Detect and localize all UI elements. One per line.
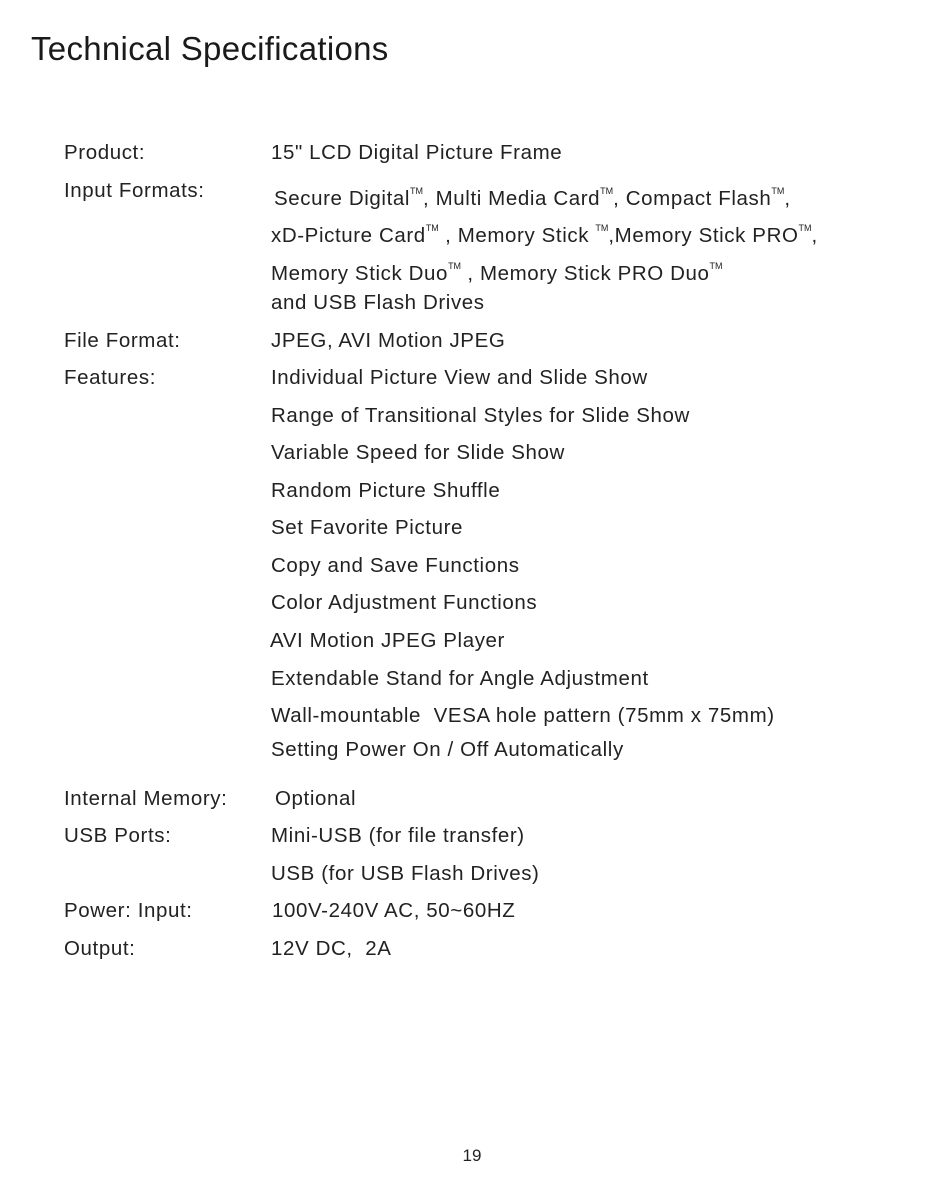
trademark-mark: TM [410,186,424,196]
trademark-mark: TM [425,223,439,233]
feature-item: Variable Speed for Slide Show [271,441,565,464]
spec-value-internal-memory: Optional [275,787,357,810]
feature-item: Random Picture Shuffle [271,479,501,502]
trademark-mark: TM [448,261,462,271]
feature-item: Color Adjustment Functions [271,591,538,614]
feature-item: AVI Motion JPEG Player [270,629,505,652]
feature-item: Individual Picture View and Slide Show [271,366,648,389]
spec-label-input-formats: Input Formats: [64,179,205,202]
page-number: 19 [462,1146,482,1165]
feature-item: Wall-mountable VESA hole pattern (75mm x 75mm) [271,704,775,727]
feature-item: Set Favorite Picture [271,516,464,539]
trademark-mark: TM [600,186,614,196]
trademark-mark: TM [595,223,609,233]
spec-value-product: 15" LCD Digital Picture Frame [271,141,563,164]
feature-item: Copy and Save Functions [271,554,520,577]
spec-label-file-format: File Format: [64,329,181,352]
page-title: Technical Specifications [31,30,389,67]
spec-value-power-input: 100V-240V AC, 50~60HZ [272,899,516,922]
spec-value-file-format: JPEG, AVI Motion JPEG [271,329,506,352]
spec-label-usb-ports: USB Ports: [64,824,172,847]
spec-label-internal-memory: Internal Memory: [64,787,228,810]
spec-value-input-formats-line-2: xD-Picture Card™ , Memory Stick ™,Memory Stick PRO™, [271,223,818,247]
spec-value-input-formats-line-4: and USB Flash Drives [271,291,485,314]
spec-label-product: Product: [64,141,146,164]
spec-value-input-formats-line-1: Secure Digital™, Multi Media Card™, Compact Flash™, [274,186,791,210]
feature-item: Range of Transitional Styles for Slide Show [271,404,690,427]
spec-value-usb-port: Mini-USB (for file transfer) [271,824,525,847]
trademark-mark: TM [771,186,785,196]
trademark-mark: TM [798,223,812,233]
trademark-mark: TM [709,261,723,271]
feature-item: Setting Power On / Off Automatically [271,738,624,761]
spec-value-output: 12V DC, 2A [271,937,392,960]
feature-item: Extendable Stand for Angle Adjustment [271,667,649,690]
spec-value-usb-port: USB (for USB Flash Drives) [271,862,540,885]
spec-label-features: Features: [64,366,156,389]
spec-value-input-formats-line-3: Memory Stick Duo™ , Memory Stick PRO Duo™ [271,261,723,285]
spec-label-power-input: Power: Input: [64,899,193,922]
spec-label-output: Output: [64,937,136,960]
